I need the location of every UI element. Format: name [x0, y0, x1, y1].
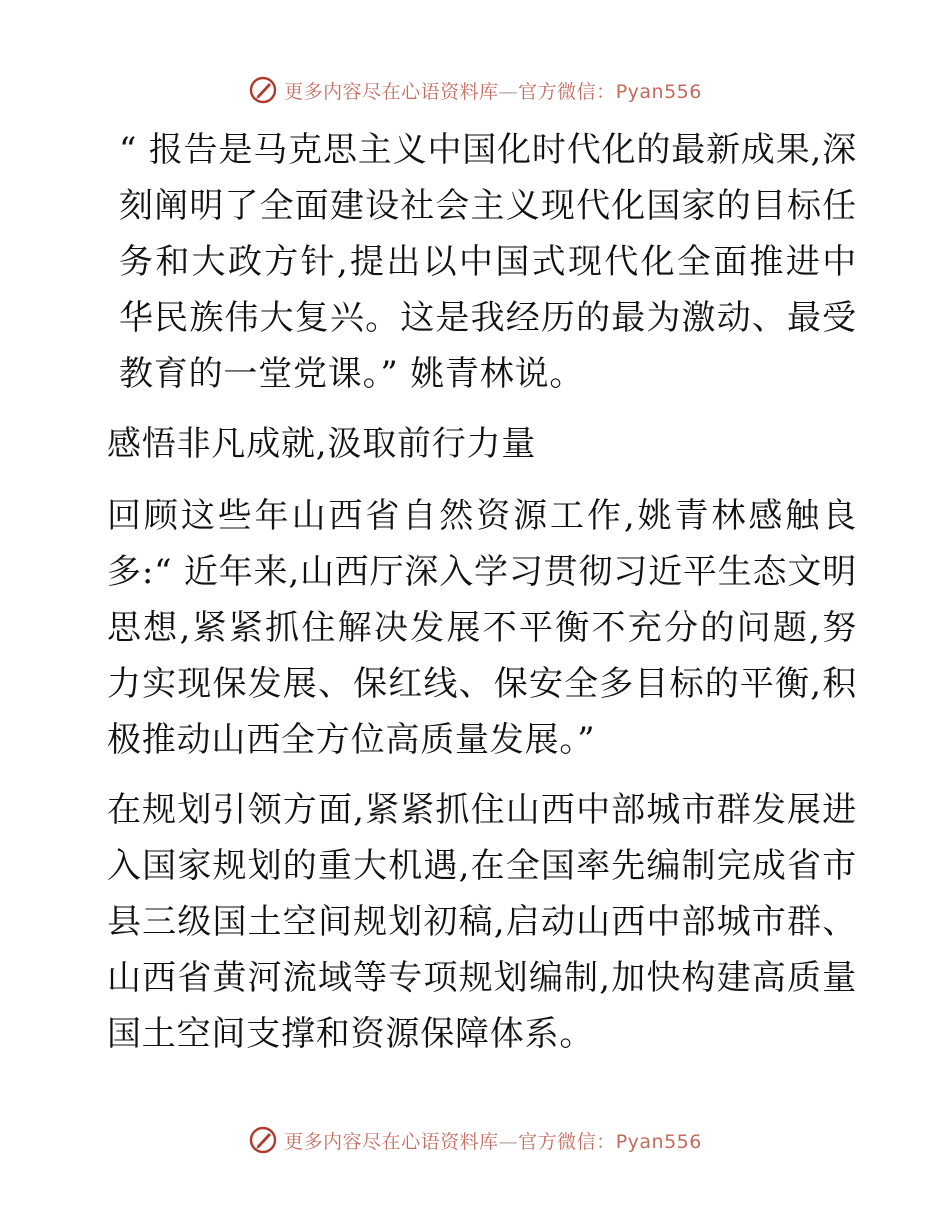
watermark-footer — [0, 1120, 950, 1160]
paragraph-review: 回顾这些年山西省自然资源工作,姚青林感触良多:“ 近年来,山西厅深入学习贯彻习近平生态文明思想,紧紧抓住解决发展不平衡不充分的问题,努力实现保发展、保红线、保安全多目标的平衡,积极推动山西全方位高质量发展。” — [107, 496, 857, 760]
quill-logo-icon — [248, 1125, 278, 1155]
section-heading: 感悟非凡成就,汲取前行力量 — [107, 424, 537, 464]
watermark-separator: — — [498, 80, 519, 103]
watermark-account: Pyan556 — [615, 1130, 702, 1153]
watermark-main: 更多内容尽在心语资料库 — [284, 1130, 499, 1153]
watermark-header — [0, 70, 950, 110]
document-body — [97, 122, 857, 1076]
watermark-account: Pyan556 — [615, 80, 702, 103]
paragraph-planning: 在规划引领方面,紧紧抓住山西中部城市群发展进入国家规划的重大机遇,在全国率先编制完成省市县三级国土空间规划初稿,启动山西中部城市群、山西省黄河流域等专项规划编制,加快构建高质量国土空间支撑和资源保障体系。 — [107, 790, 857, 1054]
watermark-official: 官方微信： — [518, 80, 616, 103]
quill-logo-icon — [248, 75, 278, 105]
watermark-text — [284, 77, 702, 104]
paragraph-quote: “ 报告是马克思主义中国化时代化的最新成果,深刻阐明了全面建设社会主义现代化国家的目标任务和大政方针,提出以中国式现代化全面推进中华民族伟大复兴。这是我经历的最为激动、最受教育的一堂党课。” 姚青林说。 — [119, 130, 857, 394]
watermark-separator: — — [498, 1130, 519, 1153]
watermark-text — [284, 1127, 702, 1154]
watermark-main: 更多内容尽在心语资料库 — [284, 80, 499, 103]
watermark-official: 官方微信： — [518, 1130, 616, 1153]
